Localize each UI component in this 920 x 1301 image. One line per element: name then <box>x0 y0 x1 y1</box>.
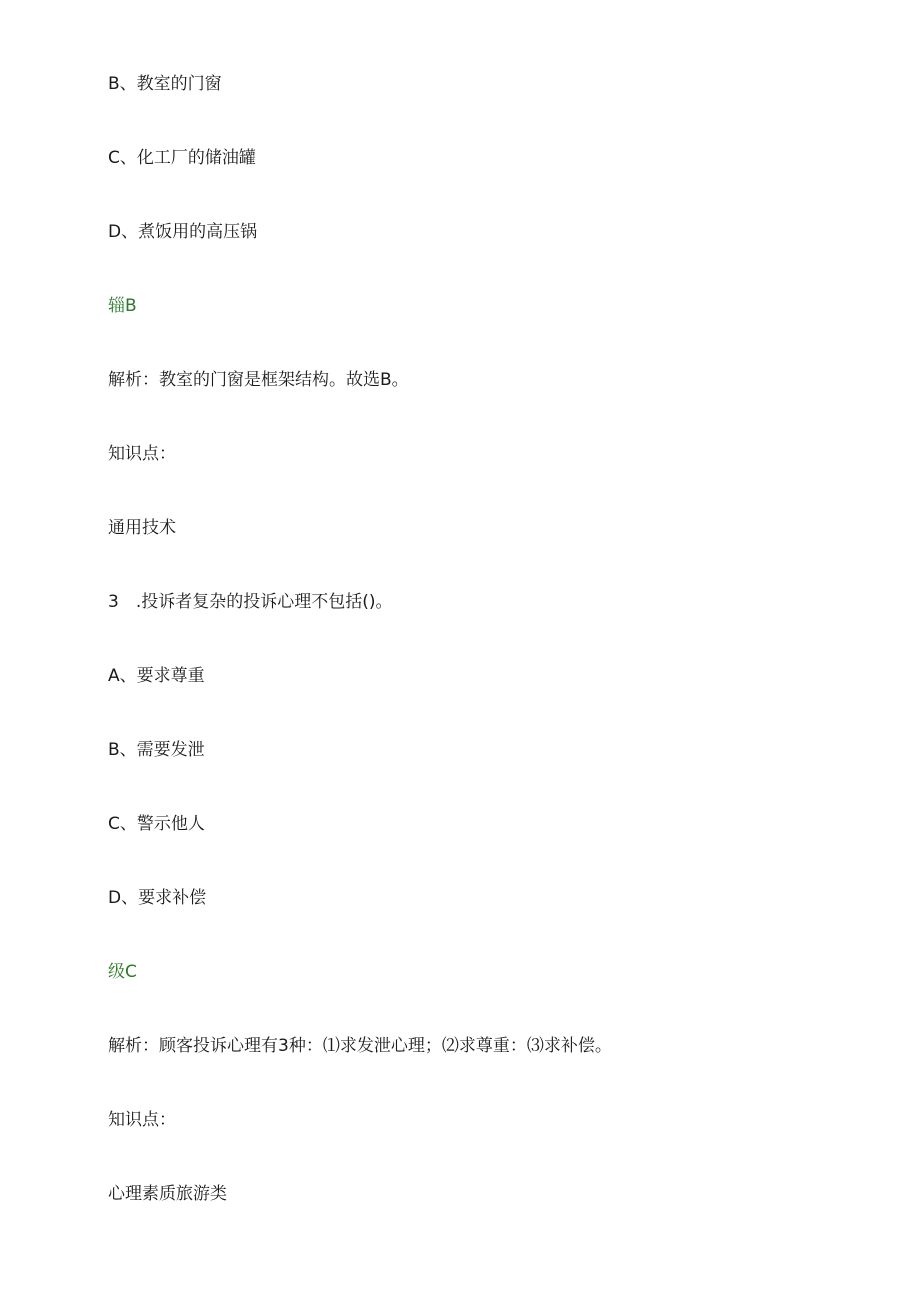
q2-knowledge-label: 知识点： <box>108 444 176 464</box>
q2-answer: 辎B <box>108 296 137 316</box>
q2-option-b: B、教室的门窗 <box>108 74 222 94</box>
q3-option-d: D、要求补偿 <box>108 888 207 908</box>
q3-answer: 级C <box>108 962 137 982</box>
q3-option-a: A、要求尊重 <box>108 666 205 686</box>
q3-option-c: C、警示他人 <box>108 814 205 834</box>
q3-analysis: 解析：顾客投诉心理有3种：⑴求发泄心理；⑵求尊重：⑶求补偿。 <box>108 1036 612 1056</box>
q2-option-c: C、化工厂的储油罐 <box>108 148 256 168</box>
q2-option-d: D、煮饭用的高压锅 <box>108 222 258 242</box>
q3-knowledge-label: 知识点： <box>108 1110 176 1130</box>
q3-question: 3 .投诉者复杂的投诉心理不包括()。 <box>108 592 393 612</box>
q2-knowledge-value: 通用技术 <box>108 518 176 538</box>
q2-analysis: 解析：教室的门窗是框架结构。故选B。 <box>108 370 409 390</box>
q3-knowledge-value: 心理素质旅游类 <box>108 1184 227 1204</box>
q3-option-b: B、需要发泄 <box>108 740 205 760</box>
